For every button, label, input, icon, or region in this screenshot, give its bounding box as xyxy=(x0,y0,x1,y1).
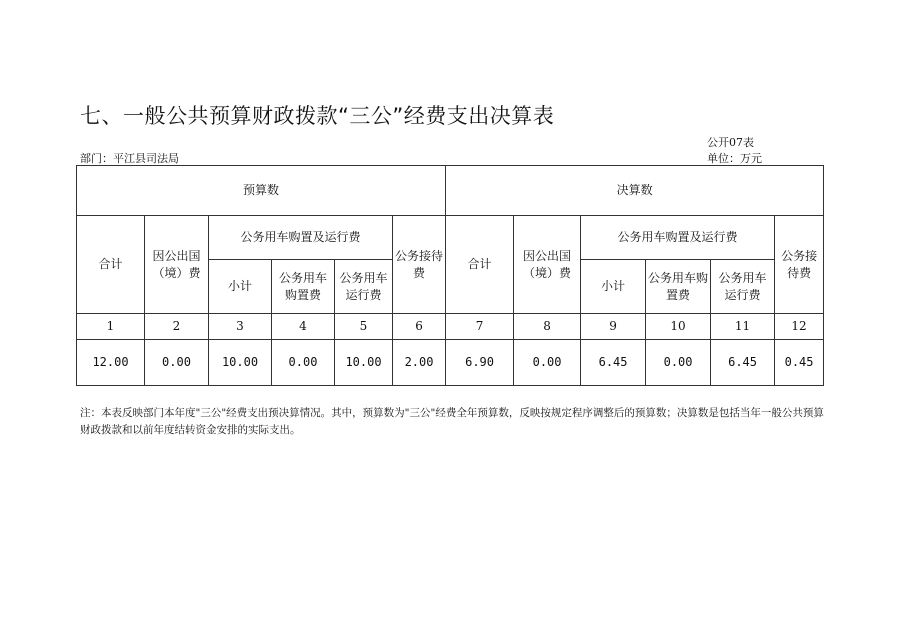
index-cell: 5 xyxy=(335,314,393,340)
value-cell: 6.45 xyxy=(711,340,775,386)
index-cell: 1 xyxy=(77,314,145,340)
value-cell: 0.00 xyxy=(514,340,581,386)
value-cell: 6.90 xyxy=(446,340,514,386)
index-cell: 11 xyxy=(711,314,775,340)
department-label: 部门：平江县司法局 xyxy=(80,152,179,165)
index-cell: 8 xyxy=(514,314,581,340)
value-cell: 2.00 xyxy=(393,340,446,386)
value-cell: 6.45 xyxy=(581,340,646,386)
value-cell: 0.00 xyxy=(272,340,335,386)
final-abroad-header: 因公出国（境）费 xyxy=(514,216,581,314)
value-cell: 0.45 xyxy=(775,340,824,386)
index-cell: 7 xyxy=(446,314,514,340)
value-cell: 0.00 xyxy=(145,340,209,386)
budget-vehicle-operation-header: 公务用车运行费 xyxy=(335,260,393,314)
index-cell: 12 xyxy=(775,314,824,340)
final-vehicle-operation-header: 公务用车运行费 xyxy=(711,260,775,314)
page-title: 七、一般公共预算财政拨款“三公”经费支出决算表 xyxy=(80,104,555,128)
index-cell: 6 xyxy=(393,314,446,340)
index-cell: 10 xyxy=(646,314,711,340)
value-cell: 10.00 xyxy=(335,340,393,386)
budget-subtotal-header: 小计 xyxy=(209,260,272,314)
index-cell: 4 xyxy=(272,314,335,340)
expense-table xyxy=(76,165,824,386)
value-cell: 10.00 xyxy=(209,340,272,386)
budget-reception-header: 公务接待费 xyxy=(393,216,446,314)
budget-total-header: 合计 xyxy=(77,216,145,314)
final-vehicle-purchase-header: 公务用车购置费 xyxy=(646,260,711,314)
final-subtotal-header: 小计 xyxy=(581,260,646,314)
index-cell: 2 xyxy=(145,314,209,340)
budget-abroad-header: 因公出国（境）费 xyxy=(145,216,209,314)
budget-header: 预算数 xyxy=(77,166,446,216)
final-header: 决算数 xyxy=(446,166,824,216)
unit-label: 单位：万元 xyxy=(707,152,762,165)
index-cell: 9 xyxy=(581,314,646,340)
value-cell: 0.00 xyxy=(646,340,711,386)
final-reception-header: 公务接待费 xyxy=(775,216,824,314)
budget-vehicle-purchase-header: 公务用车购置费 xyxy=(272,260,335,314)
value-cell: 12.00 xyxy=(77,340,145,386)
form-code: 公开07表 xyxy=(707,136,754,149)
final-vehicle-group-header: 公务用车购置及运行费 xyxy=(581,216,775,260)
budget-vehicle-group-header: 公务用车购置及运行费 xyxy=(209,216,393,260)
footnote: 注：本表反映部门本年度"三公"经费支出预决算情况。其中，预算数为"三公"经费全年预算数，反映按规定程序调整后的预算数；决算数是包括当年一般公共预算财政拨款和以前年度结转资金安排的实际支出。 xyxy=(80,407,824,436)
final-total-header: 合计 xyxy=(446,216,514,314)
index-cell: 3 xyxy=(209,314,272,340)
